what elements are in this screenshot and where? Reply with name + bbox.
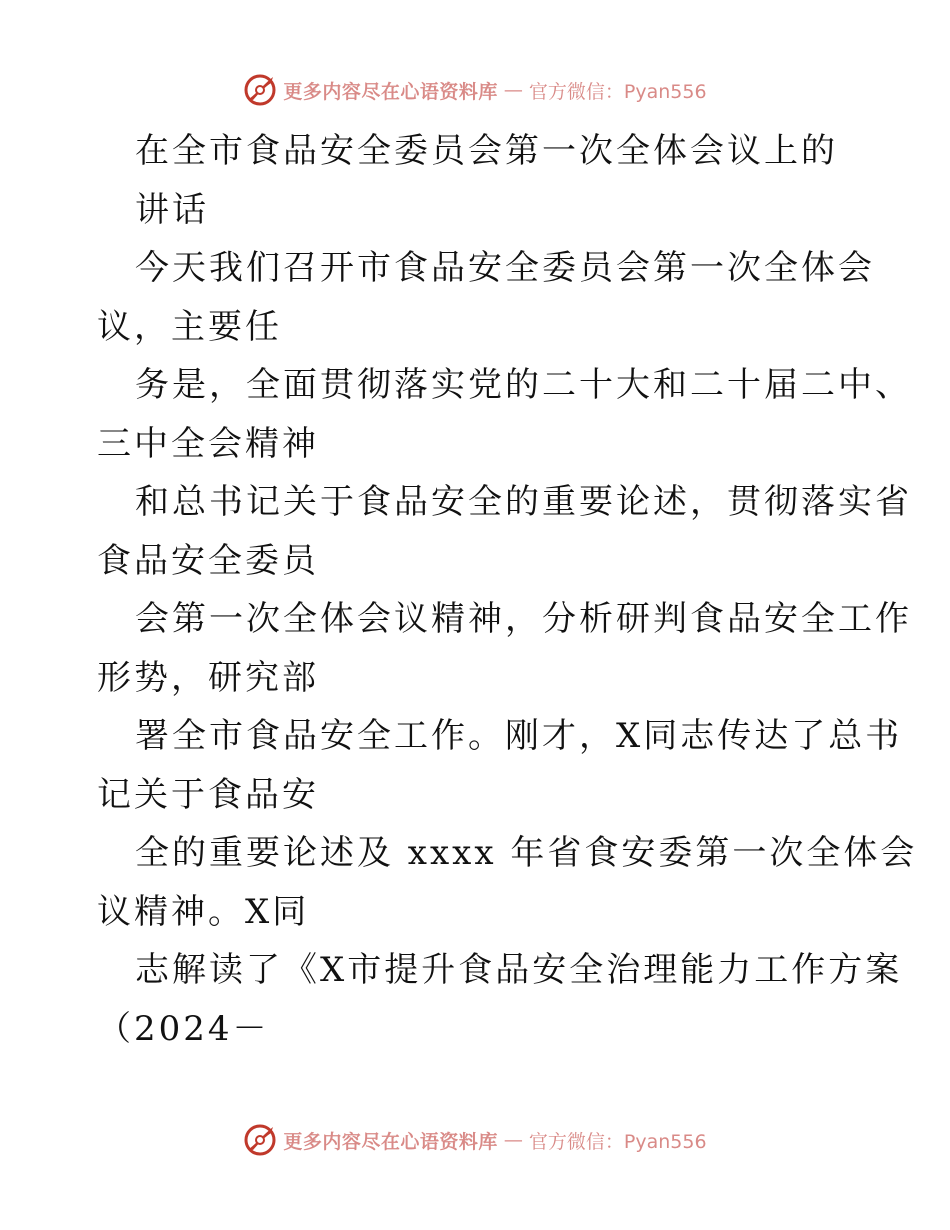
- doc-line: 形势，研究部: [97, 657, 319, 698]
- banner-brand: 更多内容尽在心语资料库: [283, 1130, 498, 1153]
- header-banner: [0, 70, 950, 110]
- doc-line: 议，主要任: [97, 306, 282, 347]
- doc-line: 记关于食品安: [97, 774, 319, 815]
- quill-logo-icon: [243, 73, 277, 107]
- doc-line: 三中全会精神: [97, 423, 319, 464]
- banner-dash: —: [503, 79, 523, 101]
- document-body: [97, 122, 918, 1058]
- doc-line: 志解读了《X市提升食品安全治理能力工作方案: [135, 950, 903, 990]
- doc-line: 会第一次全体会议精神，分析研判食品安全工作: [135, 599, 912, 639]
- banner-contact: 官方微信：Pyan556: [528, 1130, 707, 1153]
- doc-line: 和总书记关于食品安全的重要论述，贯彻落实省: [135, 482, 912, 522]
- doc-line: 在全市食品安全委员会第一次全体会议上的: [135, 131, 838, 171]
- doc-line: （2024－: [97, 1008, 270, 1049]
- banner-brand: 更多内容尽在心语资料库: [283, 80, 498, 103]
- doc-line: 讲话: [135, 189, 209, 230]
- doc-line: 食品安全委员: [97, 540, 319, 581]
- doc-line: 今天我们召开市食品安全委员会第一次全体会: [135, 248, 875, 288]
- doc-line: 署全市食品安全工作。刚才，X同志传达了总书: [135, 716, 903, 756]
- doc-line: 务是，全面贯彻落实党的二十大和二十届二中、: [135, 365, 912, 405]
- banner-dash: —: [503, 1129, 523, 1151]
- doc-line: 议精神。X同: [97, 891, 310, 932]
- banner-contact: 官方微信：Pyan556: [528, 80, 707, 103]
- footer-banner: [0, 1120, 950, 1160]
- doc-line: 全的重要论述及 xxxx 年省食安委第一次全体会: [135, 833, 918, 873]
- quill-logo-icon: [243, 1123, 277, 1157]
